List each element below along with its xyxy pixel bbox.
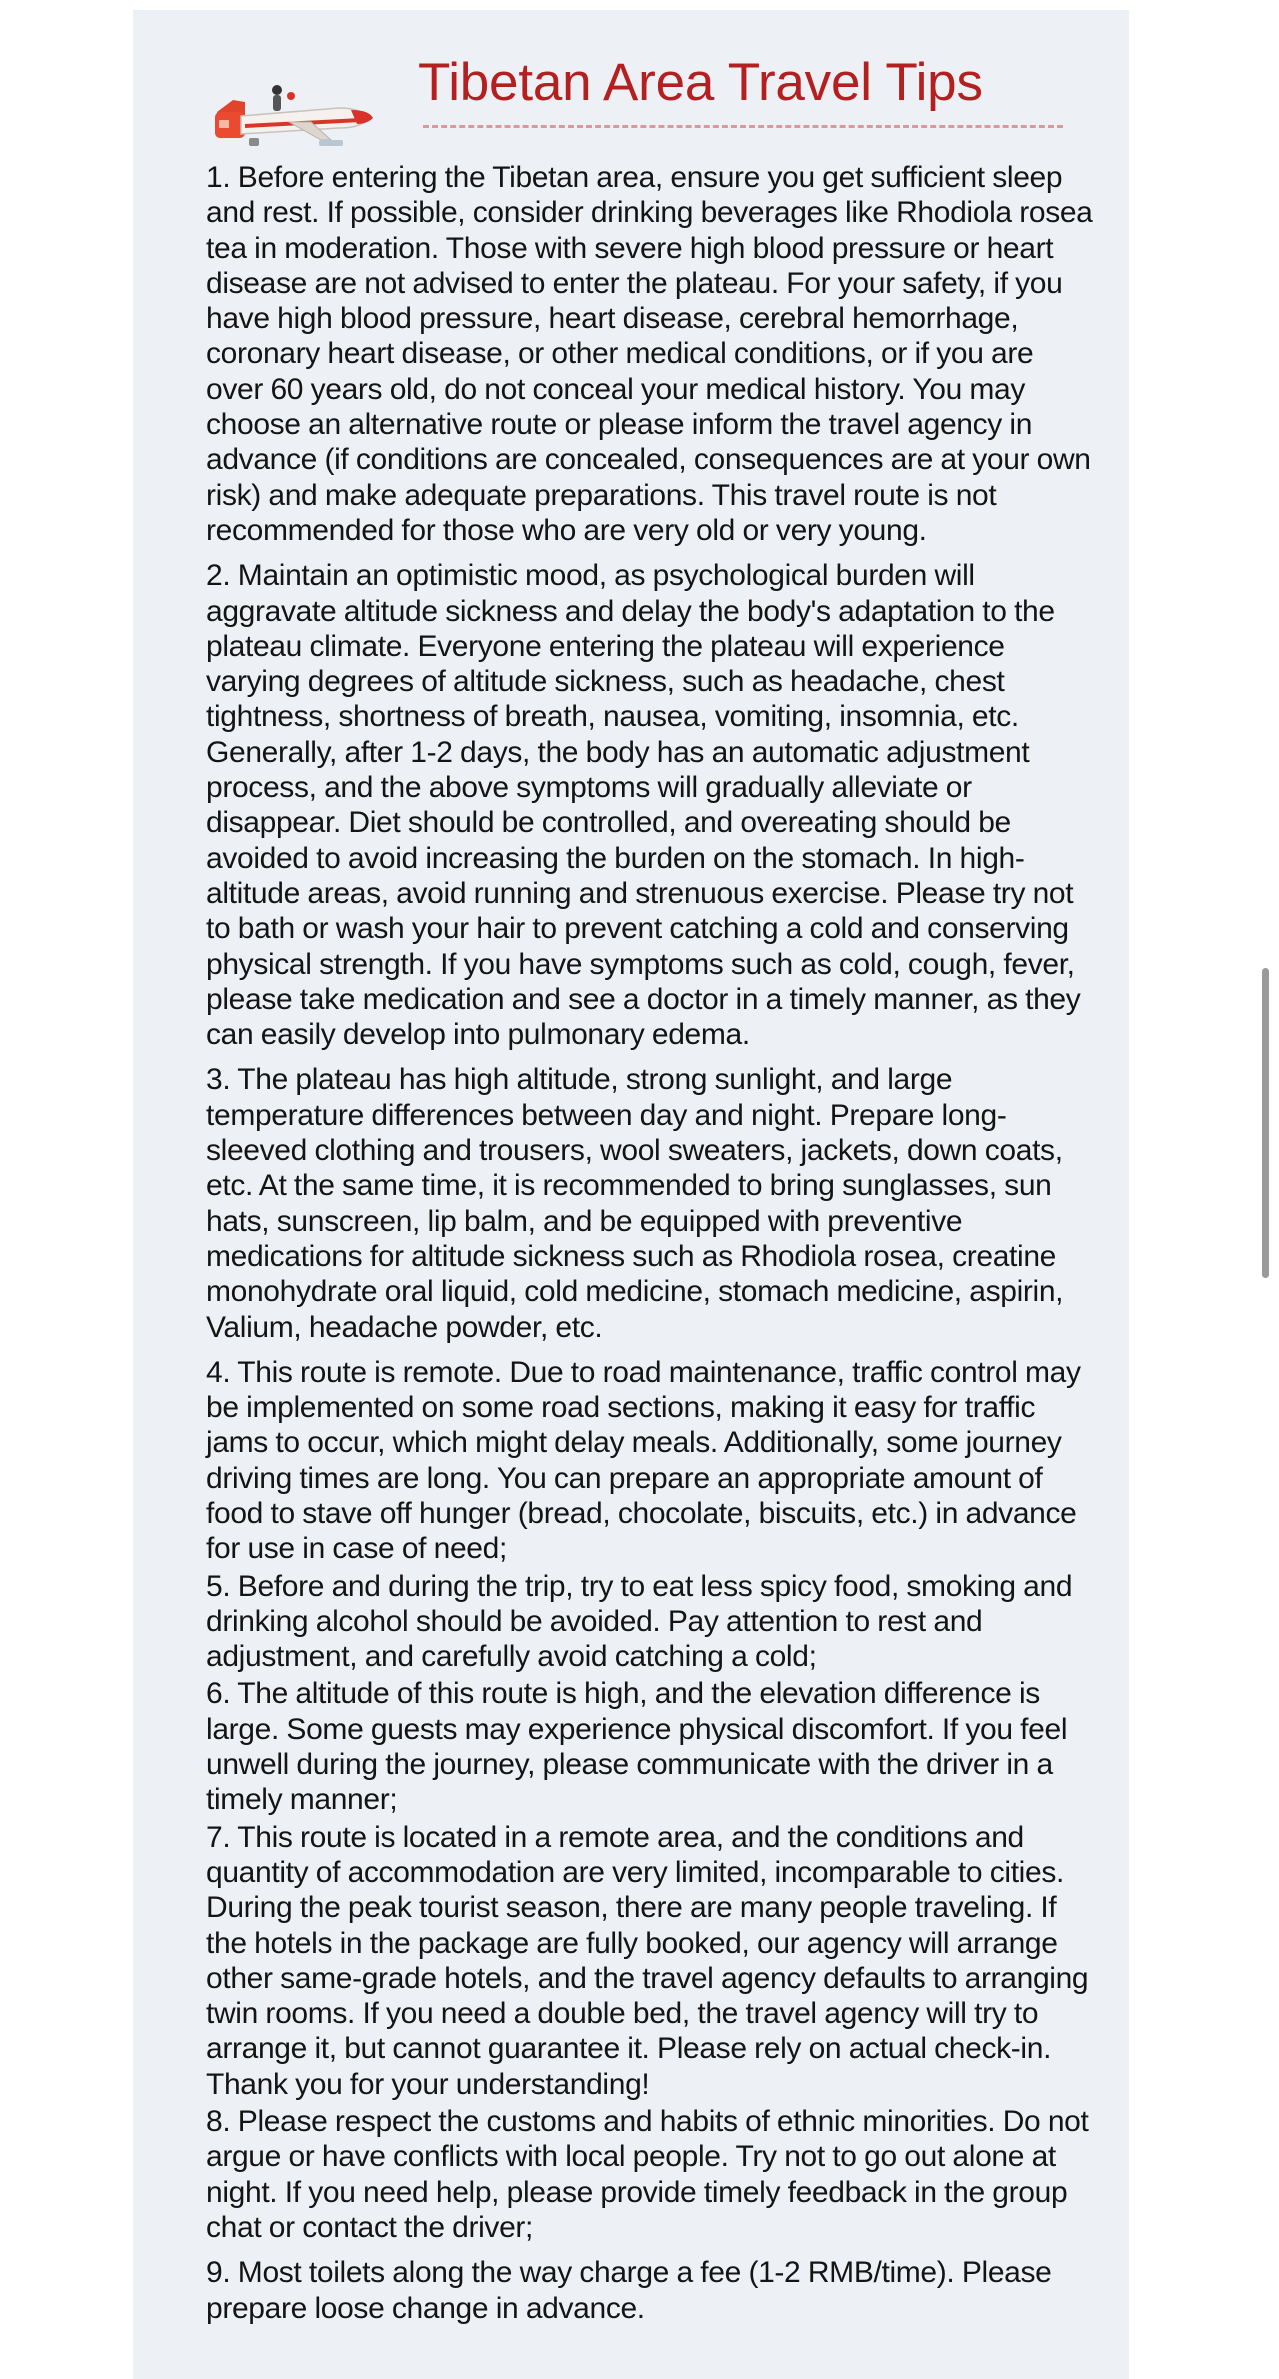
tip-item: 2. Maintain an optimistic mood, as psychological burden will aggravate altitude sickness and delay the body's adaptation to the plateau climate. Everyone entering the plateau will experience varying degrees of altitude sickness, such as headache, chest tightness, shortness of breath, nausea, vomiting, insomnia, etc. Generally, after 1-2 days, the body has an automatic adjustment process, and the above symptoms will gradually alleviate or disappear. Diet should be controlled, and overeating should be avoided to avoid increasing the burden on the stomach. In high-altitude areas, avoid running and strenuous exercise. Please try not to bath or wash your hair to prevent catching a cold and conserving physical strength. If you have symptoms such as cold, cough, fever, please take medication and see a doctor in a timely manner, as they can easily develop into pulmonary edema.: [206, 559, 1081, 1052]
vertical-scrollbar[interactable]: [1262, 968, 1269, 1278]
tip-item: 5. Before and during the trip, try to eat less spicy food, smoking and drinking alcohol should be avoided. Pay attention to rest and adjustment, and carefully avoid catching a cold;: [206, 1569, 1073, 1674]
ambulance-plane-icon: [211, 82, 379, 154]
document-header: [133, 10, 1129, 140]
tip-item: 6. The altitude of this route is high, and the elevation difference is large. Some guests may experience physical discomfort. If you feel unwell during the journey, please communicate with the driver in a timely manner;: [206, 1677, 1068, 1817]
tip-item: 9. Most toilets along the way charge a fee (1-2 RMB/time). Please prepare loose change in advance.: [206, 2256, 1052, 2325]
tip-item: 3. The plateau has high altitude, strong sunlight, and large temperature differences between day and night. Prepare long-sleeved clothing and trousers, wool sweaters, jackets, down coats, etc. At the same time, it is recommended to bring sunglasses, sun hats, sunscreen, lip balm, and be equipped with preventive medications for altitude sickness such as Rhodiola rosea, creatine monohydrate oral liquid, cold medicine, stomach medicine, aspirin, Valium, headache powder, etc.: [206, 1063, 1064, 1344]
tips-list: [206, 160, 1096, 2326]
document-page: [133, 10, 1129, 2379]
title-underline: [423, 125, 1063, 128]
tip-item: 4. This route is remote. Due to road maintenance, traffic control may be implemented on some road sections, making it easy for traffic jams to occur, which might delay meals. Additionally, some journey driving times are long. You can prepare an appropriate amount of food to stave off hunger (bread, chocolate, biscuits, etc.) in advance for use in case of need;: [206, 1355, 1081, 1566]
tip-item: 8. Please respect the customs and habits of ethnic minorities. Do not argue or have conflicts with local people. Try not to go out alone at night. If you need help, please provide timely feedback in the group chat or contact the driver;: [206, 2105, 1089, 2244]
tip-item: 1. Before entering the Tibetan area, ensure you get sufficient sleep and rest. If possible, consider drinking beverages like Rhodiola rosea tea in moderation. Those with severe high blood pressure or heart disease are not advised to enter the plateau. For your safety, if you have high blood pressure, heart disease, cerebral hemorrhage, coronary heart disease, or other medical conditions, or if you are over 60 years old, do not conceal your medical history. You may choose an alternative route or please inform the travel agency in advance (if conditions are concealed, consequences are at your own risk) and make adequate preparations. This travel route is not recommended for those who are very old or very young.: [206, 161, 1093, 547]
tip-item: 7. This route is located in a remote area, and the conditions and quantity of accommodation are very limited, incomparable to cities. During the peak tourist season, there are many people traveling. If the hotels in the package are fully booked, our agency will arrange other same-grade hotels, and the travel agency defaults to arranging twin rooms. If you need a double bed, the travel agency will try to arrange it, but cannot guarantee it. Please rely on actual check-in. Thank you for your understanding!: [206, 1820, 1089, 2101]
page-title: Tibetan Area Travel Tips: [418, 53, 983, 112]
